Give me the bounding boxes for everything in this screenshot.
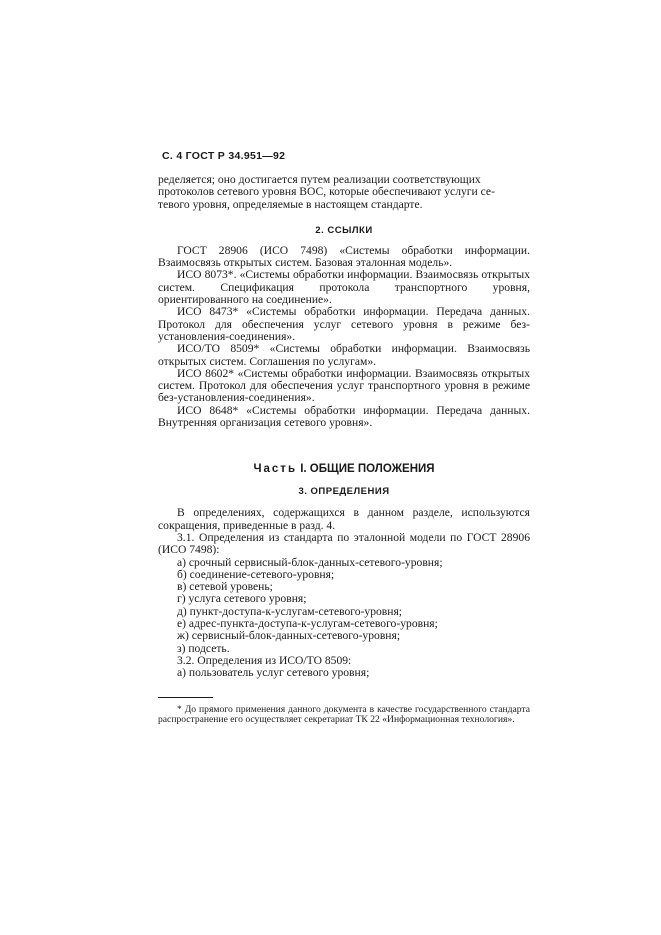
- references-list: [158, 245, 530, 429]
- references-section-title: 2. ССЫЛКИ: [315, 224, 373, 236]
- reference-item: ИСО 8473* «Системы обработки информации. Передача данных. Протокол для обеспечения услуг сетевого уровня в режиме без-установления-соединения».: [158, 305, 530, 343]
- definitions-section-title: 3. ОПРЕДЕЛЕНИЯ: [298, 486, 390, 498]
- intro-line: ределяется; оно достигается путем реализации соответствующих: [158, 173, 481, 186]
- definition-list-item: з) подсеть.: [177, 641, 230, 655]
- part-title-word: Часть: [253, 463, 298, 476]
- document-page: [158, 150, 530, 726]
- intro-line: протоколов сетевого уровня ВОС, которые обеспечивают услуги се-: [158, 185, 495, 199]
- definition-list-item: б) соединение-сетевого-уровня;: [177, 567, 335, 581]
- intro-paragraph: [158, 174, 530, 211]
- definition-list-item: в) сетевой уровень;: [177, 580, 273, 594]
- definition-list-item: д) пункт-доступа-к-услугам-сетевого-уровня;: [177, 604, 403, 618]
- footnote: * До прямого применения данного документа в качестве государственного стандарта распространение его осуществляет секретариат ТК 22 «Информационная технология».: [158, 703, 530, 726]
- reference-item: ИСО 8073*. «Системы обработки информации. Взаимосвязь открытых систем. Спецификация протокола транспортного уровня, ориентированного на соединение».: [158, 268, 530, 307]
- definition-list-item: е) адрес-пункта-доступа-к-услугам-сетевого-уровня;: [177, 617, 438, 631]
- part-title-rest: I. ОБЩИЕ ПОЛОЖЕНИЯ: [297, 463, 435, 476]
- definition-list-item: а) пользователь услуг сетевого уровня;: [177, 666, 370, 680]
- page-header: С. 4 ГОСТ Р 34.951—92: [162, 150, 286, 162]
- definitions-intro: В определениях, содержащихся в данном разделе, используются сокращения, приведенные в разд. 4.: [158, 506, 530, 532]
- intro-line: тевого уровня, определяемые в настоящем стандарте.: [158, 197, 423, 211]
- definitions-body: [158, 507, 530, 679]
- definition-3-1: 3.1. Определения из стандарта по эталонной модели по ГОСТ 28906 (ИСО 7498):: [158, 530, 530, 557]
- footnote-divider: [158, 697, 213, 698]
- reference-item: ИСО 8602* «Системы обработки информации. Взаимосвязь открытых систем. Протокол для обеспечения услуг транспортного уровня в режиме без-установления-соединения».: [158, 366, 530, 405]
- reference-item: ИСО 8648* «Системы обработки информации. Передача данных. Внутренняя организация сетевого уровня».: [158, 403, 530, 430]
- reference-item: ИСО/ТО 8509* «Системы обработки информации. Взаимосвязь открытых систем. Соглашения по услугам».: [158, 342, 530, 368]
- part-title: [158, 463, 530, 475]
- reference-item: ГОСТ 28906 (ИСО 7498) «Системы обработки информации. Взаимосвязь открытых систем. Базовая эталонная модель».: [158, 243, 530, 270]
- definition-list-item: а) срочный сервисный-блок-данных-сетевого-уровня;: [177, 555, 443, 569]
- definition-3-2: 3.2. Определения из ИСО/ТО 8509:: [177, 653, 352, 667]
- definition-list-item: ж) сервисный-блок-данных-сетевого-уровня;: [177, 629, 401, 643]
- definition-list-item: г) услуга сетевого уровня;: [177, 592, 307, 606]
